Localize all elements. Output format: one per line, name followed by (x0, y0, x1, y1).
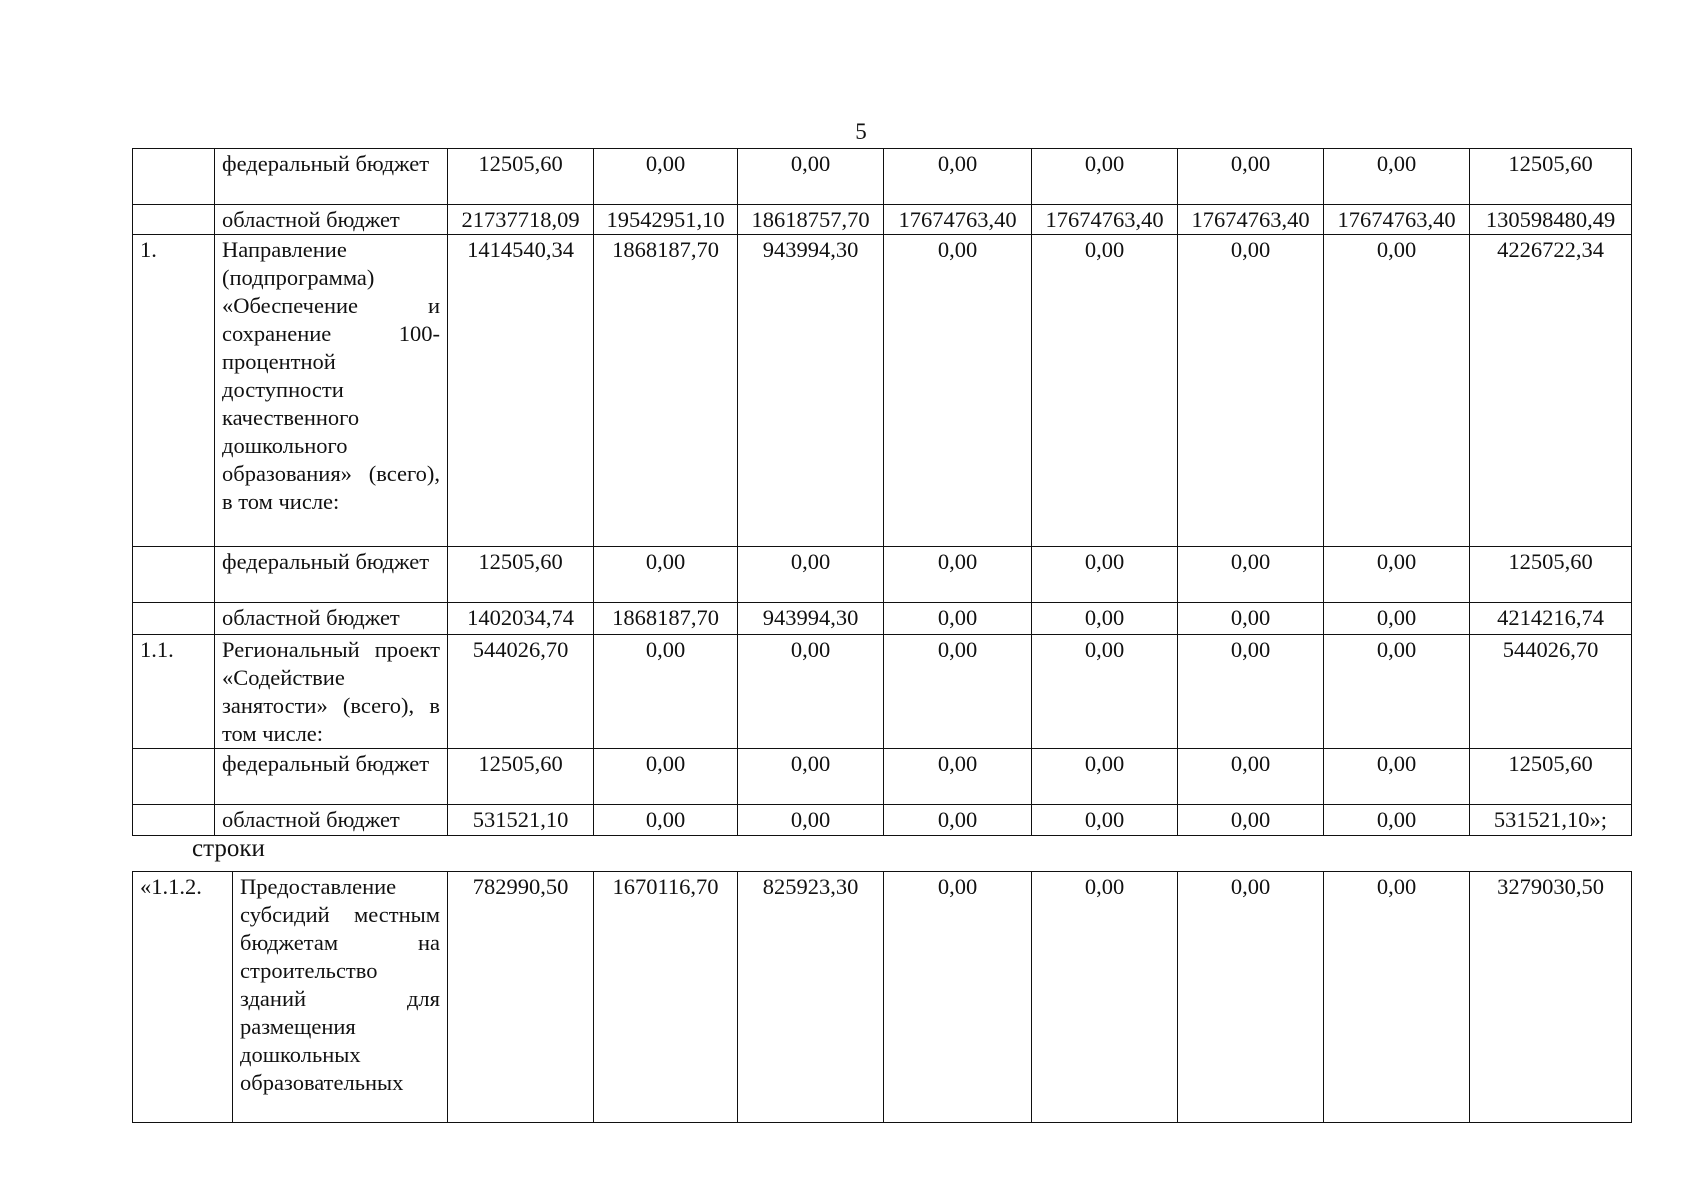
value-cell: 0,00 (1032, 805, 1178, 836)
value-cell: 130598480,49 (1470, 205, 1632, 235)
value-cell: 12505,60 (448, 749, 594, 805)
row-number-cell: 1. (133, 235, 215, 547)
value-cell: 0,00 (738, 805, 884, 836)
value-cell: 0,00 (1324, 805, 1470, 836)
row-name-cell: федеральный бюджет (215, 749, 448, 805)
value-cell: 0,00 (594, 635, 738, 749)
value-cell: 531521,10 (448, 805, 594, 836)
table-row (133, 149, 1632, 205)
value-cell: 0,00 (884, 235, 1032, 547)
value-cell: 0,00 (1178, 635, 1324, 749)
value-cell: 0,00 (1324, 235, 1470, 547)
value-cell: 1670116,70 (594, 872, 738, 1123)
value-cell: 0,00 (884, 635, 1032, 749)
value-cell: 4226722,34 (1470, 235, 1632, 547)
value-cell: 0,00 (594, 749, 738, 805)
row-name-cell: Направление (подпрограмма) «Обеспечение и сохранение 100-процентной доступности качественного дошкольного образования» (всего), в том числе: (215, 235, 448, 547)
row-name-cell: федеральный бюджет (215, 547, 448, 603)
value-cell: 0,00 (594, 547, 738, 603)
row-name-cell: Предоставление субсидий местным бюджетам на строительство зданий для размещения дошкольных образовательных (233, 872, 448, 1123)
value-cell: 1868187,70 (594, 235, 738, 547)
table-row (133, 872, 1632, 1123)
row-name-cell: федеральный бюджет (215, 149, 448, 205)
value-cell: 0,00 (1178, 805, 1324, 836)
table-row (133, 749, 1632, 805)
rows-label: строки (192, 835, 265, 862)
value-cell: 12505,60 (448, 149, 594, 205)
value-cell: 531521,10»; (1470, 805, 1632, 836)
value-cell: 0,00 (1178, 149, 1324, 205)
value-cell: 943994,30 (738, 603, 884, 635)
value-cell: 0,00 (594, 805, 738, 836)
value-cell: 0,00 (738, 547, 884, 603)
value-cell: 0,00 (1324, 635, 1470, 749)
budget-table-bottom (132, 871, 1632, 1123)
value-cell: 4214216,74 (1470, 603, 1632, 635)
value-cell: 1402034,74 (448, 603, 594, 635)
value-cell: 17674763,40 (884, 205, 1032, 235)
value-cell: 0,00 (1032, 149, 1178, 205)
value-cell: 943994,30 (738, 235, 884, 547)
table-row (133, 547, 1632, 603)
value-cell: 12505,60 (1470, 149, 1632, 205)
value-cell: 19542951,10 (594, 205, 738, 235)
value-cell: 17674763,40 (1032, 205, 1178, 235)
value-cell: 0,00 (884, 805, 1032, 836)
value-cell: 0,00 (1324, 603, 1470, 635)
value-cell: 544026,70 (1470, 635, 1632, 749)
value-cell: 17674763,40 (1178, 205, 1324, 235)
row-number-cell (133, 205, 215, 235)
row-number-cell (133, 805, 215, 836)
value-cell: 0,00 (1324, 749, 1470, 805)
value-cell: 0,00 (884, 547, 1032, 603)
value-cell: 17674763,40 (1324, 205, 1470, 235)
row-number-cell (133, 603, 215, 635)
value-cell: 0,00 (1032, 635, 1178, 749)
value-cell: 0,00 (884, 149, 1032, 205)
row-number-cell: «1.1.2. (133, 872, 233, 1123)
value-cell: 544026,70 (448, 635, 594, 749)
value-cell: 0,00 (1032, 603, 1178, 635)
value-cell: 0,00 (1178, 547, 1324, 603)
row-name-cell: Региональный проект «Содействие занятости» (всего), в том числе: (215, 635, 448, 749)
value-cell: 0,00 (1178, 603, 1324, 635)
budget-table-bottom-body (133, 872, 1632, 1123)
value-cell: 0,00 (594, 149, 738, 205)
row-number-cell (133, 547, 215, 603)
page-number: 5 (855, 119, 867, 144)
value-cell: 1414540,34 (448, 235, 594, 547)
value-cell: 0,00 (738, 635, 884, 749)
value-cell: 0,00 (1324, 149, 1470, 205)
value-cell: 0,00 (1178, 749, 1324, 805)
value-cell: 0,00 (738, 749, 884, 805)
value-cell: 1868187,70 (594, 603, 738, 635)
table-row (133, 603, 1632, 635)
budget-table-top (132, 148, 1632, 836)
row-name-cell: областной бюджет (215, 603, 448, 635)
value-cell: 21737718,09 (448, 205, 594, 235)
value-cell: 0,00 (1032, 235, 1178, 547)
value-cell: 0,00 (1032, 547, 1178, 603)
table-row (133, 205, 1632, 235)
value-cell: 12505,60 (1470, 547, 1632, 603)
value-cell: 0,00 (884, 749, 1032, 805)
value-cell: 0,00 (738, 149, 884, 205)
budget-table-top-body (133, 149, 1632, 836)
table-row (133, 635, 1632, 749)
value-cell: 12505,60 (1470, 749, 1632, 805)
row-number-cell: 1.1. (133, 635, 215, 749)
value-cell: 0,00 (884, 603, 1032, 635)
value-cell: 0,00 (1324, 872, 1470, 1123)
value-cell: 12505,60 (448, 547, 594, 603)
table-row (133, 235, 1632, 547)
value-cell: 0,00 (1032, 872, 1178, 1123)
row-name-cell: областной бюджет (215, 205, 448, 235)
value-cell: 0,00 (884, 872, 1032, 1123)
value-cell: 18618757,70 (738, 205, 884, 235)
value-cell: 0,00 (1178, 235, 1324, 547)
value-cell: 825923,30 (738, 872, 884, 1123)
value-cell: 3279030,50 (1470, 872, 1632, 1123)
table-row (133, 805, 1632, 836)
value-cell: 0,00 (1032, 749, 1178, 805)
value-cell: 782990,50 (448, 872, 594, 1123)
value-cell: 0,00 (1324, 547, 1470, 603)
row-name-cell: областной бюджет (215, 805, 448, 836)
value-cell: 0,00 (1178, 872, 1324, 1123)
row-number-cell (133, 149, 215, 205)
row-number-cell (133, 749, 215, 805)
